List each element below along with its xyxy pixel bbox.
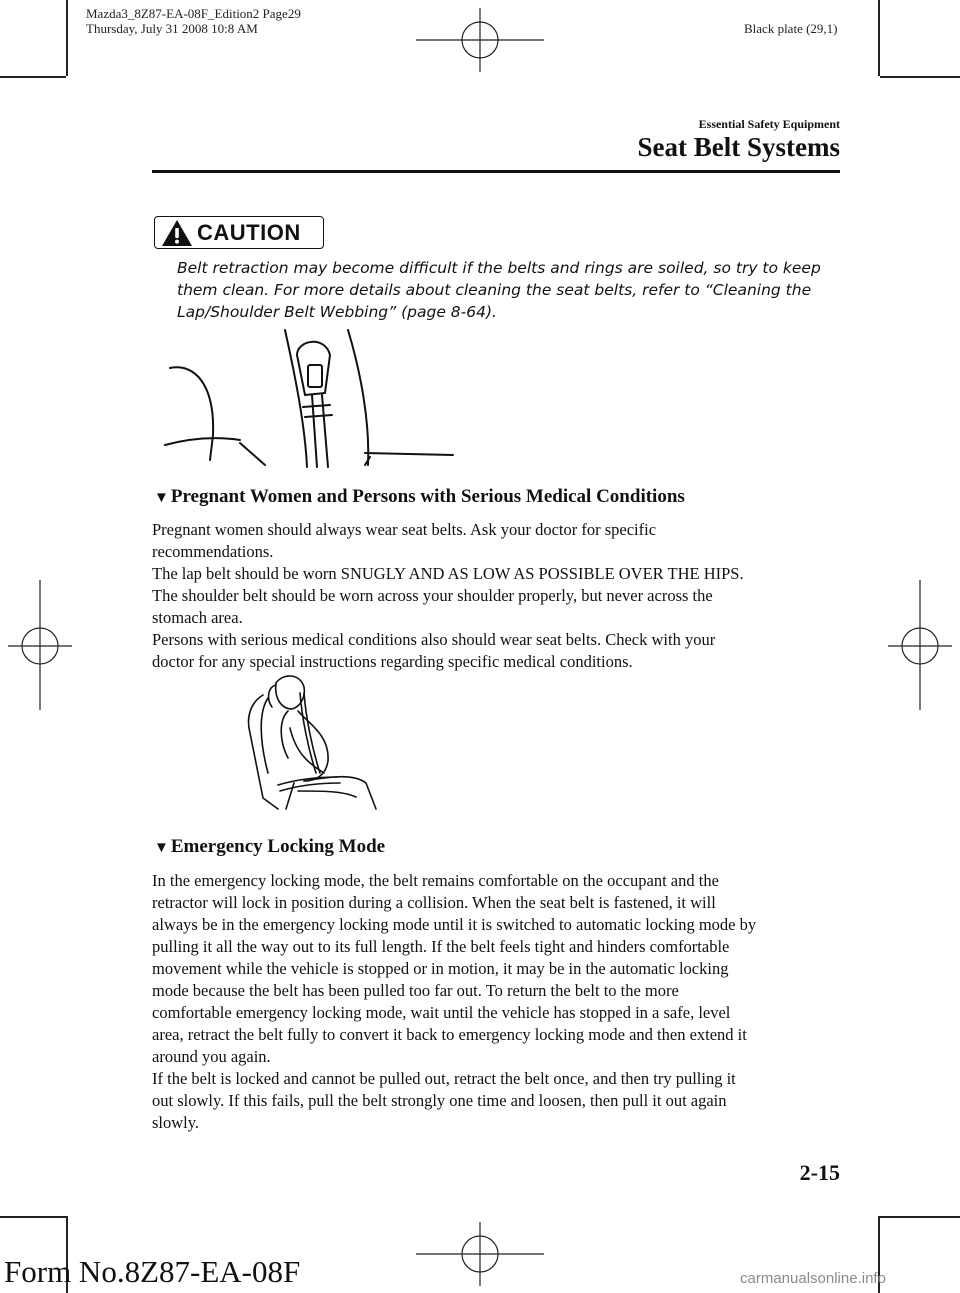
body-line: area, retract the belt fully to convert it back to emergency locking mode and then extend it [152, 1025, 747, 1044]
body-line: recommendations. [152, 542, 274, 561]
crop-mark-top-right-v [878, 0, 880, 76]
caution-line: Lap/Shoulder Belt Webbing” (page 8-64). [177, 303, 497, 321]
section-title: Emergency Locking Mode [170, 836, 386, 857]
print-meta-line2: Thursday, July 31 2008 10:8 AM [86, 21, 258, 36]
caution-badge [154, 216, 324, 249]
body-line: Persons with serious medical conditions also should wear seat belts. Check with your [152, 630, 716, 649]
seat-belt-retractor-illustration [165, 325, 455, 470]
form-number: Form No.8Z87-EA-08F [4, 1254, 301, 1289]
body-line: around you again. [152, 1047, 271, 1066]
section-label: Essential Safety Equipment [698, 117, 840, 131]
body-line: If the belt is locked and cannot be pulled out, retract the belt once, and then try pulling it [152, 1069, 736, 1088]
section-heading [154, 486, 685, 508]
crop-mark-bottom-right-h [880, 1216, 960, 1218]
section-body [152, 870, 842, 1134]
body-line: slowly. [152, 1113, 200, 1132]
registration-mark-top [416, 8, 544, 72]
body-line: comfortable emergency locking mode, wait until the vehicle has stopped in a safe, level [152, 1003, 731, 1022]
crop-mark-top-left-v [66, 0, 68, 76]
body-line: doctor for any special instructions regarding specific medical conditions. [152, 652, 633, 671]
caution-label: CAUTION [197, 219, 301, 245]
caution-text [177, 257, 821, 323]
body-line: Pregnant women should always wear seat belts. Ask your doctor for specific [152, 520, 657, 539]
triangle-down-icon: ▼ [154, 840, 169, 856]
section-heading [154, 836, 385, 858]
body-line: The shoulder belt should be worn across your shoulder properly, but never across the [152, 586, 713, 605]
registration-mark-bottom [416, 1222, 544, 1286]
print-meta-plate: Black plate (29,1) [744, 21, 838, 36]
body-line: always be in the emergency locking mode until it is switched to automatic locking mode by [152, 915, 757, 934]
header-rule [152, 170, 840, 173]
page-title: Seat Belt Systems [637, 132, 840, 162]
body-line: movement while the vehicle is stopped or in motion, it may be in the automatic locking [152, 959, 729, 978]
body-line: In the emergency locking mode, the belt remains comfortable on the occupant and the [152, 871, 719, 890]
body-line: The lap belt should be worn SNUGLY AND AS LOW AS POSSIBLE OVER THE HIPS. [152, 564, 744, 583]
body-line: out slowly. If this fails, pull the belt strongly one time and loosen, then pull it out again [152, 1091, 727, 1110]
caution-line: them clean. For more details about cleaning the seat belts, refer to “Cleaning the [177, 281, 812, 299]
body-line: stomach area. [152, 608, 243, 627]
crop-mark-bottom-left-h [0, 1216, 66, 1218]
section-body [152, 519, 842, 673]
body-line: retractor will lock in position during a collision. When the seat belt is fastened, it will [152, 893, 716, 912]
warning-triangle-icon [161, 219, 193, 247]
body-line: pulling it all the way out to its full length. If the belt feels tight and hinders comfortable [152, 937, 730, 956]
print-meta-line1: Mazda3_8Z87-EA-08F_Edition2 Page29 [86, 6, 301, 21]
body-line: mode because the belt has been pulled too far out. To return the belt to the more [152, 981, 679, 1000]
pregnant-woman-seatbelt-illustration [238, 673, 384, 811]
page-number: 2-15 [799, 1160, 840, 1185]
crop-mark-top-left-h [0, 76, 66, 78]
section-title: Pregnant Women and Persons with Serious Medical Conditions [170, 486, 685, 507]
triangle-down-icon: ▼ [154, 490, 169, 506]
registration-mark-right [888, 580, 952, 710]
crop-mark-top-right-h [880, 76, 960, 78]
watermark: carmanualsonline.info [740, 1270, 886, 1287]
caution-line: Belt retraction may become difficult if the belts and rings are soiled, so try to keep [177, 259, 821, 277]
registration-mark-left [8, 580, 72, 710]
